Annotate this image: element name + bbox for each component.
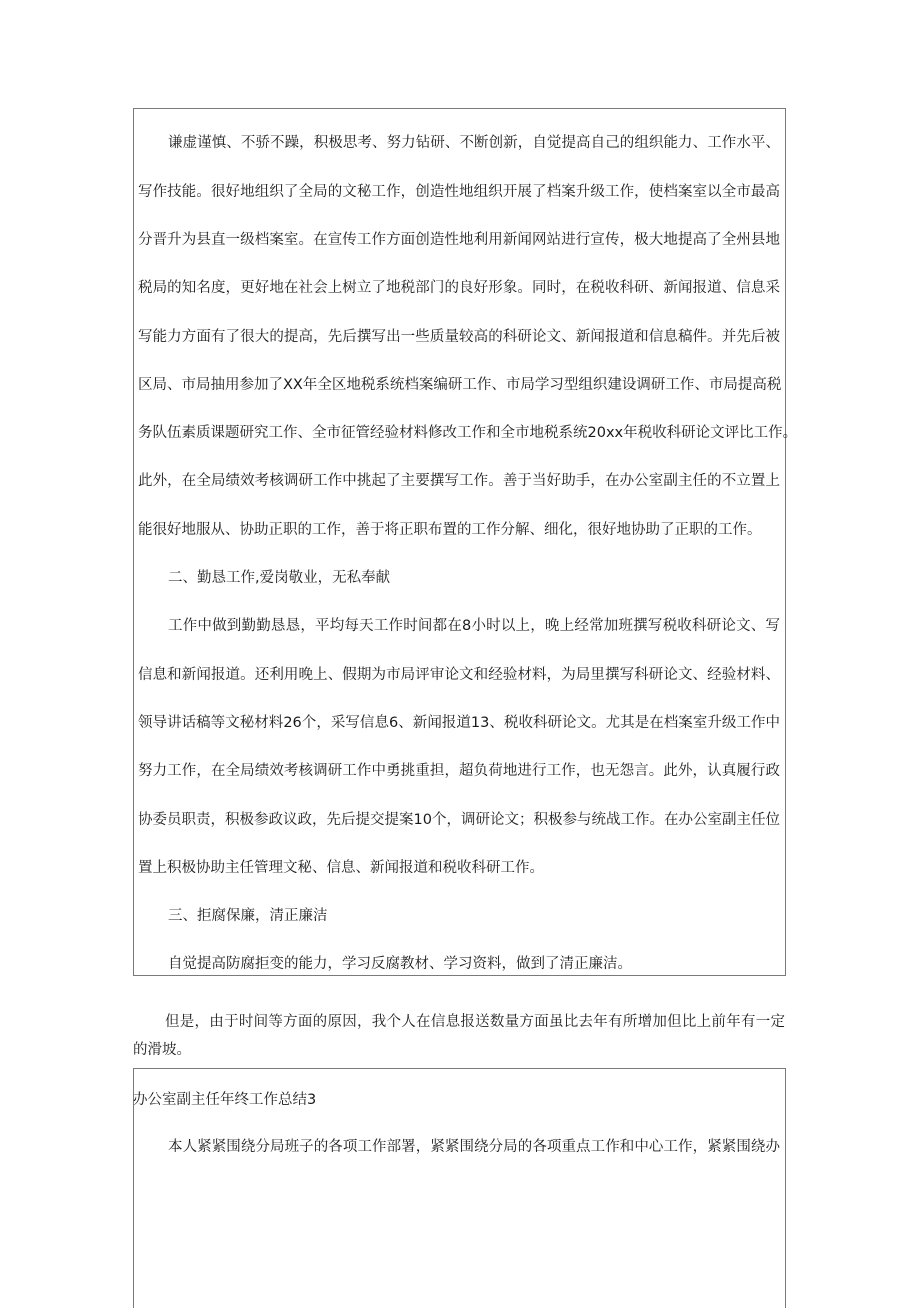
section-heading: 二、勤恳工作,爱岗敬业，无私奉献 [168, 570, 391, 586]
paragraph-line: 分晋升为县直一级档案室。在宣传工作方面创造性地利用新闻网站进行宣传，极大地提高了全州县地 [138, 232, 780, 248]
paragraph-line: 信息和新闻报道。还利用晚上、假期为市局评审论文和经验材料，为局里撰写科研论文、经验材料、 [138, 667, 780, 683]
paragraph-line: 能很好地服从、协助正职的工作，善于将正职布置的工作分解、细化，很好地协助了正职的工作。 [138, 522, 762, 538]
paragraph-line: 领导讲话稿等文秘材料26个，采写信息6、新闻报道13、税收科研论文。尤其是在档案室升级工作中 [138, 715, 780, 731]
section-heading: 三、拒腐保廉，清正廉洁 [168, 908, 328, 924]
paragraph-line: 务队伍素质课题研究工作、全市征管经验材料修改工作和全市地税系统20xx年税收科研论文评比工作。 [138, 425, 798, 441]
paragraph-line: 写能力方面有了很大的提高，先后撰写出一些质量较高的科研论文、新闻报道和信息稿件。并先后被 [138, 329, 780, 345]
paragraph-line: 税局的知名度，更好地在社会上树立了地税部门的良好形象。同时，在税收科研、新闻报道、信息采 [138, 280, 780, 296]
paragraph-line: 本人紧紧围绕分局班子的各项工作部署，紧紧围绕分局的各项重点工作和中心工作，紧紧围绕办 [168, 1139, 780, 1155]
document-title: 办公室副主任年终工作总结3 [133, 1092, 317, 1108]
paragraph-line: 但是，由于时间等方面的原因，我个人在信息报送数量方面虽比去年有所增加但比上前年有一定 [165, 1014, 785, 1030]
paragraph-line: 努力工作，在全局绩效考核调研工作中勇挑重担，超负荷地进行工作，也无怨言。此外，认真履行政 [138, 763, 780, 779]
paragraph-line: 写作技能。很好地组织了全局的文秘工作，创造性地组织开展了档案升级工作，使档案室以全市最高 [138, 184, 780, 200]
paragraph-line: 此外，在全局绩效考核调研工作中挑起了主要撰写工作。善于当好助手，在办公室副主任的不立置上 [138, 473, 780, 489]
paragraph-line: 置上积极协助主任管理文秘、信息、新闻报道和税收科研工作。 [138, 860, 544, 876]
paragraph-line: 的滑坡。 [133, 1042, 191, 1058]
paragraph-line: 区局、市局抽用参加了XX年全区地税系统档案编研工作、市局学习型组织建设调研工作、市局提高税 [138, 377, 782, 393]
paragraph-line: 自觉提高防腐拒变的能力，学习反腐教材、学习资料，做到了清正廉洁。 [168, 956, 632, 972]
paragraph-line: 协委员职责，积极参政议政，先后提交提案10个，调研论文；积极参与统战工作。在办公室副主任位 [138, 812, 780, 828]
paragraph-line: 工作中做到勤勤恳恳，平均每天工作时间都在8小时以上，晚上经常加班撰写税收科研论文、写 [168, 618, 780, 634]
paragraph-line: 谦虚谨慎、不骄不躁，积极思考、努力钻研、不断创新，自觉提高自己的组织能力、工作水平、 [168, 135, 780, 151]
